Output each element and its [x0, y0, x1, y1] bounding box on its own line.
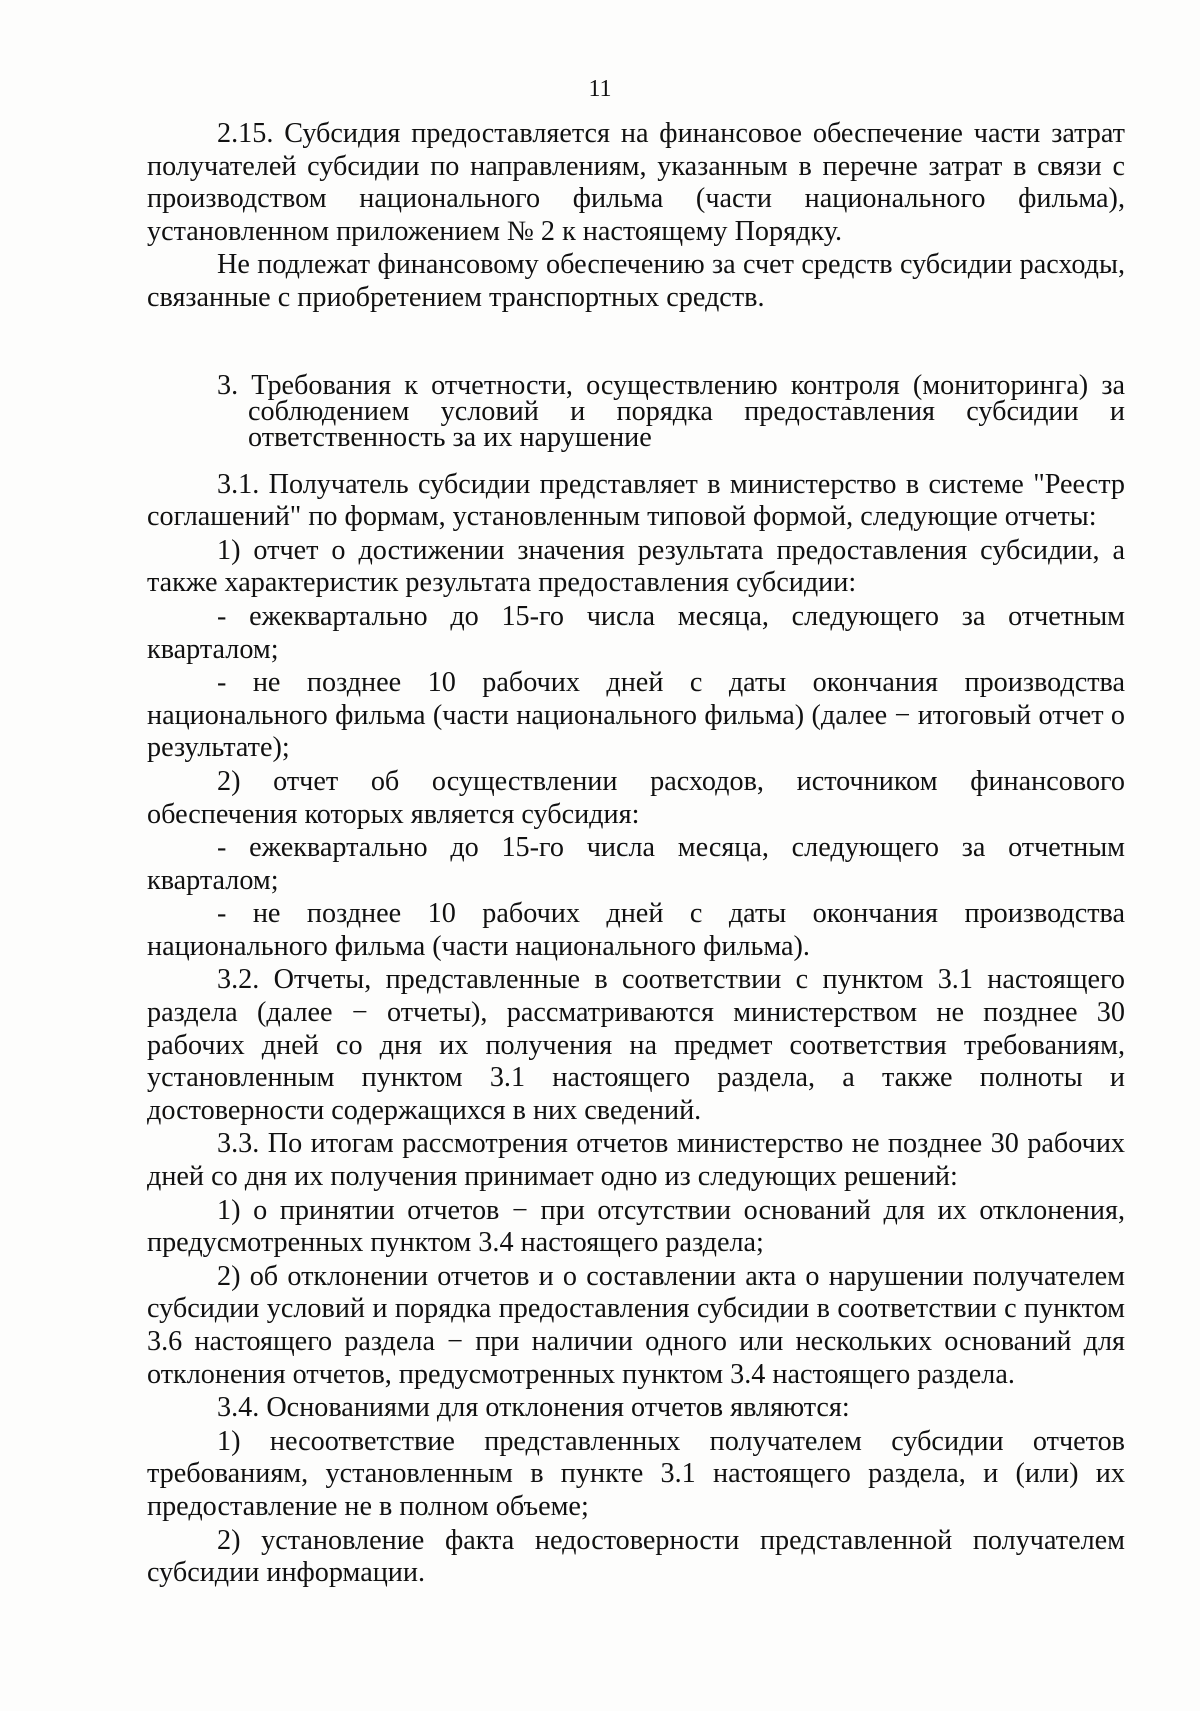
list-item: - ежеквартально до 15-го числа месяца, следующего за отчетным кварталом;	[147, 600, 1125, 665]
paragraph-3-4: 3.4. Основаниями для отклонения отчетов являются:	[217, 1392, 850, 1424]
list-item: - не позднее 10 рабочих дней с даты окончания производства национального фильма (части национального фильма).	[147, 898, 1125, 962]
section-heading-line: ответственность за их нарушение	[248, 421, 652, 453]
list-item: 1) о принятии отчетов − при отсутствии оснований для их отклонения, предусмотренных пунктом 3.4 настоящего раздела;	[147, 1194, 1125, 1259]
paragraph-2-15-exclusion: Не подлежат финансовому обеспечению за счет средств субсидии расходы, связанные с приобретением транспортных средств.	[147, 249, 1125, 313]
list-item: 2) отчет об осуществлении расходов, источником финансового обеспечения которых является субсидия:	[147, 765, 1125, 830]
paragraph-3-1: 3.1. Получатель субсидии представляет в министерство в системе "Реестр соглашений" по формам, установленным типовой формой, следующие отчеты:	[147, 468, 1125, 533]
section-heading-line: соблюдением условий и порядка предоставления субсидии и	[248, 395, 1125, 427]
paragraph-2-15: 2.15. Субсидия предоставляется на финансовое обеспечение части затрат получателей субсидии по направлениям, указанным в перечне затрат в связи с производством национального фильма (части национального фильма), установленном приложением № 2 к настоящему Порядку.	[147, 118, 1125, 247]
section-3-heading	[147, 369, 1125, 453]
list-item: 2) установление факта недостоверности представленной получателем субсидии информации.	[147, 1524, 1125, 1589]
document-body	[147, 118, 1125, 1590]
page-number: 11	[588, 76, 612, 102]
section-heading-line: 3. Требования к отчетности, осуществлению контроля (мониторинга) за	[217, 369, 1125, 401]
list-item: 1) отчет о достижении значения результата предоставления субсидии, а также характеристик результата предоставления субсидии:	[147, 534, 1125, 599]
paragraph-3-2: 3.2. Отчеты, представленные в соответствии с пунктом 3.1 настоящего раздела (далее − отчеты), рассматриваются министерством не позднее 30 рабочих дней со дня их получения на предмет соответствия требованиям, установленным пунктом 3.1 настоящего раздела, а также полноты и достоверности содержащихся в них сведений.	[147, 964, 1125, 1126]
list-item: - ежеквартально до 15-го числа месяца, следующего за отчетным кварталом;	[147, 832, 1125, 896]
list-item: 2) об отклонении отчетов и о составлении акта о нарушении получателем субсидии условий и порядка предоставления субсидии в соответствии с пунктом 3.6 настоящего раздела − при наличии одного или нескольких оснований для отклонения отчетов, предусмотренных пунктом 3.4 настоящего раздела.	[147, 1260, 1125, 1390]
list-item: 1) несоответствие представленных получателем субсидии отчетов требованиям, установленным в пункте 3.1 настоящего раздела, и (или) их предоставление не в полном объеме;	[147, 1425, 1125, 1522]
paragraph-3-3: 3.3. По итогам рассмотрения отчетов министерство не позднее 30 рабочих дней со дня их получения принимает одно из следующих решений:	[147, 1128, 1125, 1193]
list-item: - не позднее 10 рабочих дней с даты окончания производства национального фильма (части национального фильма) (далее − итоговый отчет о результате);	[147, 667, 1125, 764]
